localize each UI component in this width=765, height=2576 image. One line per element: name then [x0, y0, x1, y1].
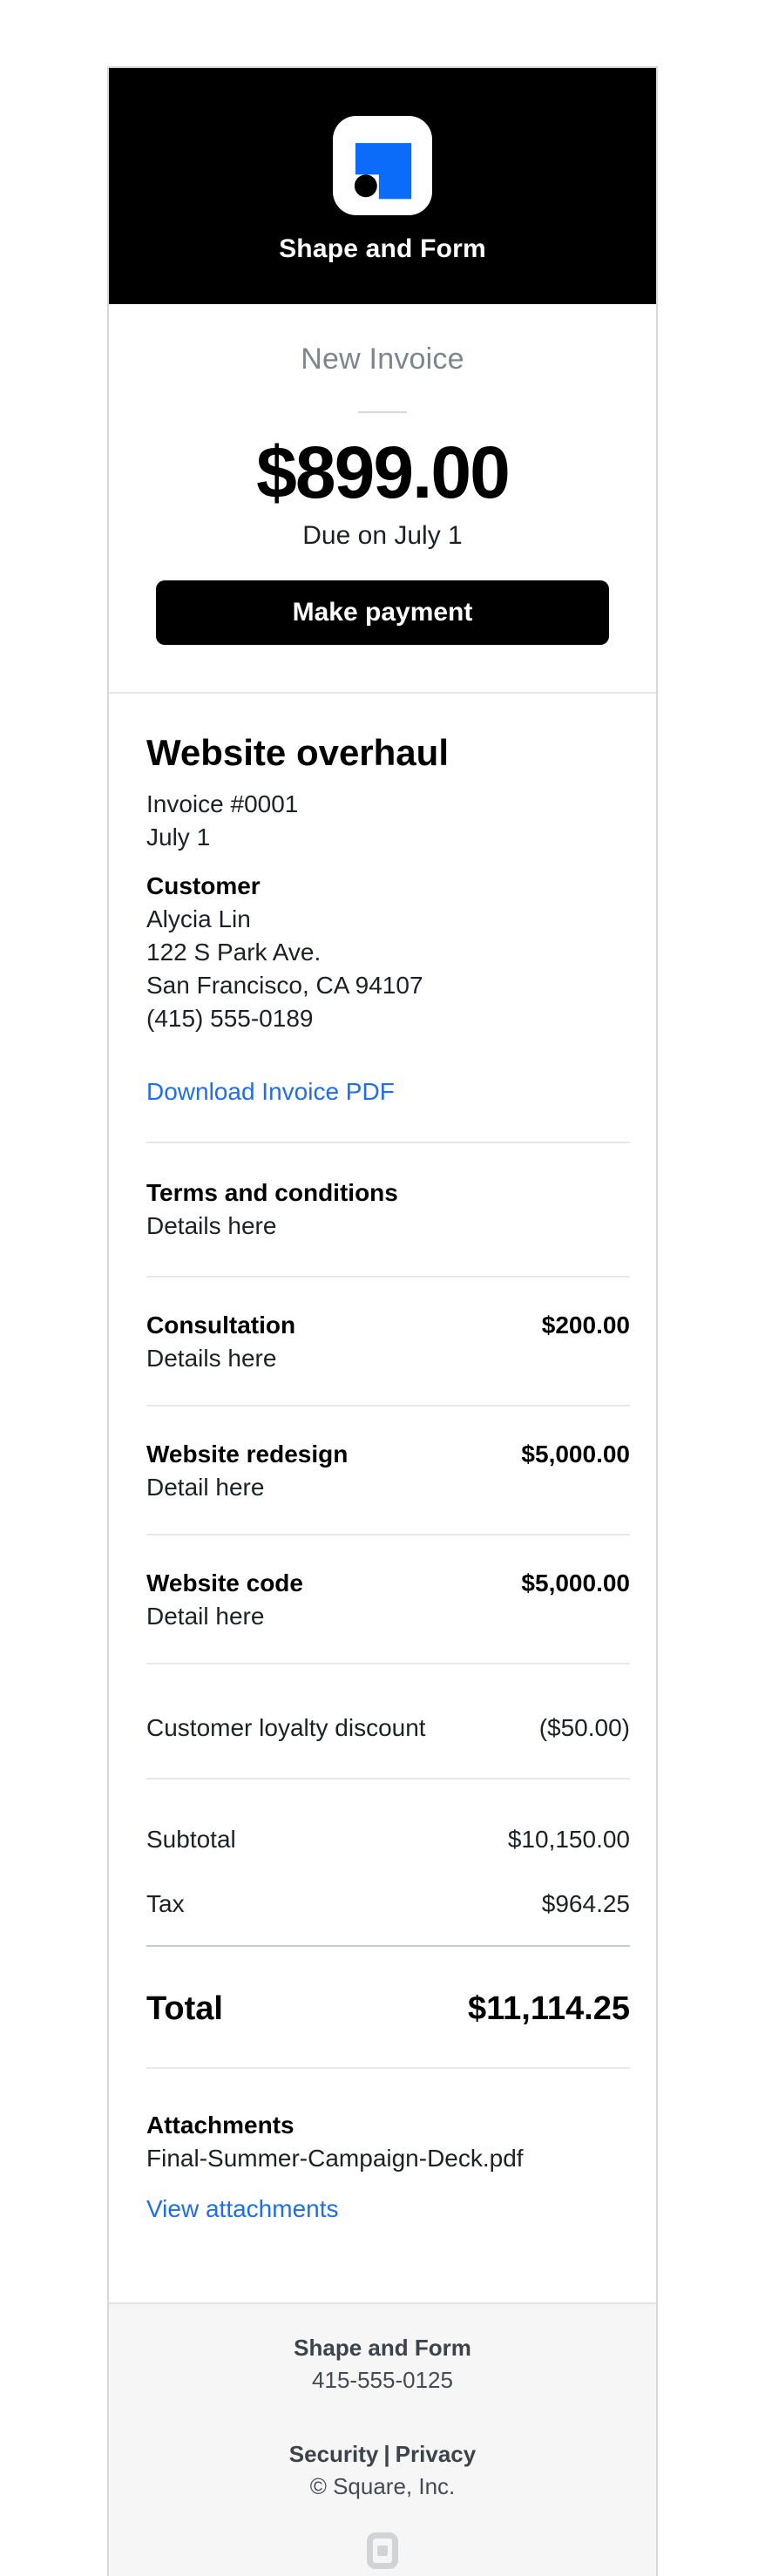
- line-item: [146, 1567, 630, 1664]
- line-item-amount: $5,000.00: [521, 1441, 630, 1468]
- invoice-number: Invoice #0001: [146, 790, 299, 818]
- customer-phone: (415) 555-0189: [146, 1005, 314, 1033]
- discount-name: Customer loyalty discount: [146, 1714, 426, 1742]
- line-item-detail: Details here: [146, 1345, 277, 1373]
- customer-address-line1: 122 S Park Ave.: [146, 939, 322, 966]
- customer-name: Alycia Lin: [146, 905, 251, 933]
- line-item-name: Website code: [146, 1569, 303, 1597]
- line-item-amount: $200.00: [541, 1312, 630, 1339]
- customer-label: Customer: [146, 872, 261, 900]
- footer-legal-group: [109, 2438, 656, 2503]
- tax-row: [146, 1888, 630, 1921]
- section-divider: [146, 1142, 630, 1143]
- customer-address-line2: San Francisco, CA 94107: [146, 972, 423, 1000]
- section-divider: [146, 1778, 630, 1779]
- invoice-title: Website overhaul: [146, 732, 449, 774]
- customer-block: [146, 870, 630, 1035]
- line-item-detail: Detail here: [146, 1603, 265, 1630]
- square-logo-icon: [367, 2532, 398, 2569]
- subtotal-row: [146, 1823, 630, 1856]
- brand-name: Shape and Form: [279, 234, 486, 263]
- tax-label: Tax: [146, 1890, 185, 1918]
- terms-detail: Details here: [146, 1212, 277, 1240]
- line-item-amount: $5,000.00: [521, 1569, 630, 1597]
- payment-hero-section: [109, 304, 656, 692]
- view-attachments-link[interactable]: View attachments: [146, 2195, 339, 2223]
- section-divider: [146, 1405, 630, 1407]
- tax-amount: $964.25: [541, 1890, 630, 1918]
- section-divider: [146, 1276, 630, 1278]
- line-item-row: [146, 1438, 630, 1471]
- invoice-card: [107, 66, 658, 2576]
- section-divider: [146, 1534, 630, 1535]
- discount-amount: ($50.00): [538, 1714, 630, 1742]
- terms-label: Terms and conditions: [146, 1179, 398, 1207]
- amount-due: $899.00: [256, 431, 509, 513]
- invoice-date: July 1: [146, 824, 211, 851]
- total-amount: $11,114.25: [468, 1990, 630, 2028]
- invoice-status-label: New Invoice: [301, 342, 464, 376]
- brand-logo-icon: [333, 116, 432, 215]
- square-logo-inner-square: [377, 2545, 388, 2556]
- line-item: [146, 1309, 630, 1407]
- footer-copyright: © Square, Inc.: [309, 2473, 456, 2500]
- footer-legal-links: [109, 2438, 656, 2471]
- attachments-label: Attachments: [146, 2112, 294, 2139]
- attachment-file-name: Final-Summer-Campaign-Deck.pdf: [146, 2145, 524, 2173]
- line-item-row: [146, 1309, 630, 1342]
- section-divider: [146, 2067, 630, 2069]
- discount-row: [146, 1712, 630, 1745]
- footer-business-name: Shape and Form: [294, 2335, 471, 2362]
- footer-phone: 415-555-0125: [312, 2367, 453, 2394]
- invoice-details-section: [109, 692, 656, 2302]
- due-date: Due on July 1: [302, 521, 463, 551]
- line-item: [146, 1438, 630, 1535]
- brand-header: [109, 68, 656, 304]
- hero-divider: [358, 411, 407, 413]
- privacy-link[interactable]: Privacy: [395, 2441, 477, 2468]
- line-item-row: [146, 1567, 630, 1600]
- make-payment-button[interactable]: Make payment: [156, 580, 609, 645]
- total-divider: [146, 1945, 630, 1947]
- attachments-block: [146, 2109, 630, 2226]
- total-label: Total: [146, 1990, 223, 2028]
- section-divider: [146, 1663, 630, 1664]
- subtotal-amount: $10,150.00: [507, 1826, 630, 1854]
- total-row: [146, 1990, 630, 2028]
- terms-block: [146, 1176, 630, 1243]
- security-link[interactable]: Security: [288, 2441, 379, 2468]
- email-footer: [109, 2302, 656, 2576]
- download-invoice-pdf-link[interactable]: Download Invoice PDF: [146, 1078, 395, 1106]
- subtotal-label: Subtotal: [146, 1826, 236, 1854]
- line-item-detail: Detail here: [146, 1474, 265, 1502]
- line-item-name: Consultation: [146, 1312, 296, 1339]
- legal-links-separator: |: [383, 2441, 390, 2468]
- line-item-name: Website redesign: [146, 1441, 349, 1468]
